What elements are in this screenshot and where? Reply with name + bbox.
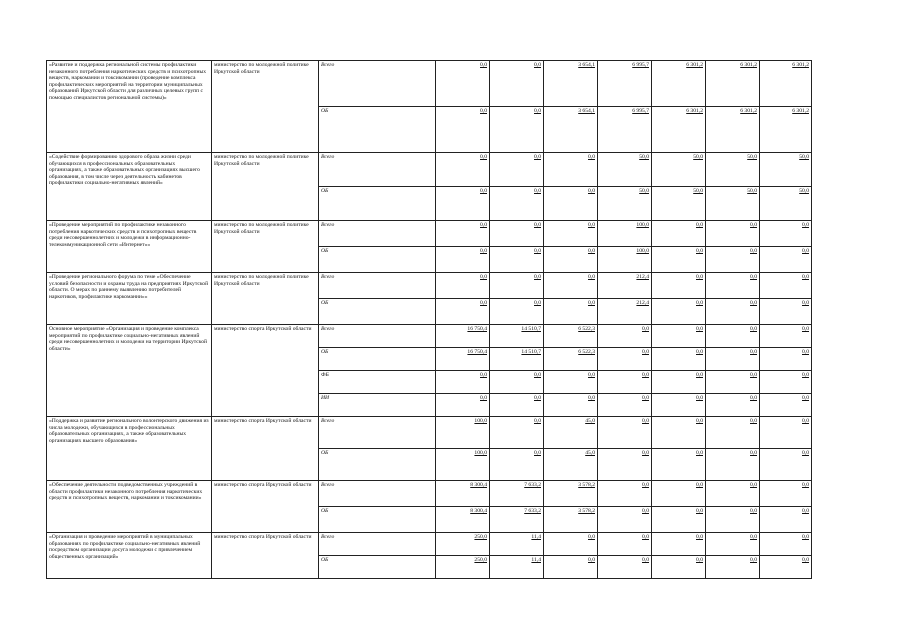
amount-cell: 100,0 [436, 417, 490, 449]
amount-cell: 0,0 [490, 61, 544, 107]
amount-cell: 0,0 [760, 273, 812, 299]
amount-cell: 0,0 [598, 533, 652, 556]
funding-source: Всего [319, 221, 436, 247]
amount-cell: 50,0 [652, 153, 706, 187]
amount-cell: 0,0 [760, 247, 812, 273]
amount-cell: 0,0 [706, 371, 760, 394]
amount-cell: 6 995,7 [598, 61, 652, 107]
amount-cell: 0,0 [706, 348, 760, 371]
funding-source: Всего [319, 533, 436, 556]
amount-cell: 0,0 [652, 273, 706, 299]
amount-cell: 0,0 [760, 533, 812, 556]
amount-cell: 0,0 [436, 394, 490, 417]
amount-cell: 0,0 [490, 299, 544, 325]
amount-cell: 0,0 [760, 417, 812, 449]
amount-cell: 6 522,3 [544, 348, 598, 371]
responsible-executor: министерство спорта Иркутской области [212, 417, 319, 481]
amount-cell: 0,0 [544, 556, 598, 579]
amount-cell: 6 301,2 [706, 61, 760, 107]
amount-cell: 0,0 [490, 417, 544, 449]
measure-description: «Обеспечение деятельности подведомственных учреждений в области профилактики незаконного потребления наркотических средств и психотропных веществ, наркомании и токсикомании» [47, 481, 212, 533]
amount-cell: 0,0 [760, 394, 812, 417]
funding-source: Всего [319, 325, 436, 348]
amount-cell: 6 301,2 [652, 61, 706, 107]
table-row [47, 481, 812, 507]
amount-cell: 14 510,7 [490, 348, 544, 371]
amount-cell: 50,0 [598, 153, 652, 187]
amount-cell: 100,0 [436, 449, 490, 481]
measure-description: «Поддержка и развитие регионального волонтерского движения из числа молодежи, обучающихся в профессиональных образовательных организациях, а также образовательных организациях высшего образования» [47, 417, 212, 481]
amount-cell: 0,0 [544, 221, 598, 247]
amount-cell: 0,0 [544, 394, 598, 417]
table-row [47, 221, 812, 247]
amount-cell: 0,0 [760, 221, 812, 247]
amount-cell: 6 301,2 [706, 107, 760, 153]
measure-description: «Проведение регионального форума по теме «Обеспечение условий безопасности и охраны труда на предприятиях Иркутской области. О мерах по раннему выявлению потребителей наркотиков, профилактике наркомании»» [47, 273, 212, 325]
amount-cell: 0,0 [436, 371, 490, 394]
amount-cell: 14 510,7 [490, 325, 544, 348]
amount-cell: 212,4 [598, 299, 652, 325]
amount-cell: 0,0 [760, 371, 812, 394]
amount-cell: 0,0 [598, 348, 652, 371]
amount-cell: 0,0 [436, 187, 490, 221]
responsible-executor: министерство по молодежной политике Иркутской области [212, 153, 319, 221]
funding-source: ОБ [319, 107, 436, 153]
amount-cell: 0,0 [598, 556, 652, 579]
responsible-executor: министерство по молодежной политике Иркутской области [212, 221, 319, 273]
funding-source: Всего [319, 273, 436, 299]
funding-source: Всего [319, 481, 436, 507]
amount-cell: 0,0 [598, 325, 652, 348]
amount-cell: 0,0 [490, 247, 544, 273]
amount-cell: 6 995,7 [598, 107, 652, 153]
amount-cell: 11,4 [490, 556, 544, 579]
amount-cell: 0,0 [598, 449, 652, 481]
amount-cell: 0,0 [544, 299, 598, 325]
amount-cell: 0,0 [706, 533, 760, 556]
amount-cell: 0,0 [760, 556, 812, 579]
amount-cell: 50,0 [760, 187, 812, 221]
amount-cell: 0,0 [436, 107, 490, 153]
amount-cell: 0,0 [598, 507, 652, 533]
amount-cell: 8 300,4 [436, 481, 490, 507]
amount-cell: 0,0 [490, 221, 544, 247]
measure-description: «Развитие и поддержка региональной системы профилактики незаконного потребления наркотических средств и психотропных веществ, наркомании и токсикомании (проведение комплекса профилактических мероприятий на территории муниципальных образований Иркутской области для различных целевых групп с помощью специалистов региональной системы)» [47, 61, 212, 153]
funding-source: Всего [319, 61, 436, 107]
amount-cell: 50,0 [706, 153, 760, 187]
table-row [47, 273, 812, 299]
amount-cell: 0,0 [706, 507, 760, 533]
responsible-executor: министерство спорта Иркутской области [212, 533, 319, 579]
amount-cell: 0,0 [760, 348, 812, 371]
amount-cell: 50,0 [760, 153, 812, 187]
amount-cell: 0,0 [490, 273, 544, 299]
amount-cell: 0,0 [598, 371, 652, 394]
funding-source: ОБ [319, 247, 436, 273]
amount-cell: 11,4 [490, 533, 544, 556]
amount-cell: 250,0 [436, 556, 490, 579]
table-row [47, 325, 812, 348]
amount-cell: 0,0 [490, 153, 544, 187]
amount-cell: 0,0 [544, 153, 598, 187]
measure-description: «Содействие формированию здорового образа жизни среди обучающихся в профессиональных образовательных организациях, а также образовательных организациях высшего образования, в том числе через деятельность кабинетов профилактики социально-негативных явлений» [47, 153, 212, 221]
amount-cell: 0,0 [544, 247, 598, 273]
funding-source: ОБ [319, 507, 436, 533]
amount-cell: 0,0 [652, 394, 706, 417]
amount-cell: 7 633,2 [490, 507, 544, 533]
amount-cell: 0,0 [436, 153, 490, 187]
amount-cell: 0,0 [598, 417, 652, 449]
funding-source: ОБ [319, 348, 436, 371]
amount-cell: 0,0 [706, 394, 760, 417]
amount-cell: 0,0 [652, 325, 706, 348]
amount-cell: 0,0 [598, 394, 652, 417]
amount-cell: 6 301,2 [652, 107, 706, 153]
amount-cell: 0,0 [706, 449, 760, 481]
amount-cell: 0,0 [490, 371, 544, 394]
amount-cell: 6 522,3 [544, 325, 598, 348]
amount-cell: 0,0 [652, 247, 706, 273]
amount-cell: 0,0 [436, 61, 490, 107]
amount-cell: 0,0 [706, 325, 760, 348]
funding-source: ОБ [319, 187, 436, 221]
amount-cell: 0,0 [706, 299, 760, 325]
amount-cell: 0,0 [652, 371, 706, 394]
amount-cell: 3 578,2 [544, 507, 598, 533]
amount-cell: 100,0 [598, 221, 652, 247]
amount-cell: 0,0 [490, 187, 544, 221]
amount-cell: 50,0 [598, 187, 652, 221]
amount-cell: 50,0 [652, 187, 706, 221]
amount-cell: 0,0 [760, 507, 812, 533]
amount-cell: 6 301,2 [760, 107, 812, 153]
document-page [46, 60, 811, 579]
amount-cell: 0,0 [760, 449, 812, 481]
amount-cell: 0,0 [490, 394, 544, 417]
budget-table [46, 60, 812, 579]
amount-cell: 0,0 [652, 348, 706, 371]
amount-cell: 0,0 [436, 247, 490, 273]
funding-source: ОБ [319, 556, 436, 579]
amount-cell: 0,0 [652, 533, 706, 556]
amount-cell: 212,4 [598, 273, 652, 299]
amount-cell: 0,0 [706, 247, 760, 273]
amount-cell: 3 654,1 [544, 61, 598, 107]
amount-cell: 100,0 [598, 247, 652, 273]
amount-cell: 0,0 [706, 221, 760, 247]
funding-source: ОБ [319, 299, 436, 325]
amount-cell: 7 633,2 [490, 481, 544, 507]
measure-description: «Организация и проведение мероприятий в муниципальных образованиях по профилактике социально-негативных явлений посредством организации досуга молодежи с привлечением общественных организаций» [47, 533, 212, 579]
amount-cell: 0,0 [598, 481, 652, 507]
amount-cell: 0,0 [706, 417, 760, 449]
amount-cell: 3 654,1 [544, 107, 598, 153]
responsible-executor: министерство по молодежной политике Иркутской области [212, 273, 319, 325]
funding-source: ФБ [319, 371, 436, 394]
responsible-executor: министерство по молодежной политике Иркутской области [212, 61, 319, 153]
funding-source: ОБ [319, 449, 436, 481]
amount-cell: 0,0 [760, 325, 812, 348]
amount-cell: 0,0 [544, 273, 598, 299]
amount-cell: 0,0 [706, 273, 760, 299]
funding-source: Всего [319, 417, 436, 449]
amount-cell: 0,0 [490, 107, 544, 153]
amount-cell: 0,0 [544, 533, 598, 556]
amount-cell: 8 300,4 [436, 507, 490, 533]
amount-cell: 16 750,4 [436, 325, 490, 348]
amount-cell: 50,0 [706, 187, 760, 221]
amount-cell: 0,0 [652, 449, 706, 481]
amount-cell: 0,0 [436, 221, 490, 247]
amount-cell: 16 750,4 [436, 348, 490, 371]
amount-cell: 250,0 [436, 533, 490, 556]
table-row [47, 61, 812, 107]
amount-cell: 0,0 [544, 371, 598, 394]
amount-cell: 0,0 [760, 299, 812, 325]
funding-source: ИИ [319, 394, 436, 417]
amount-cell: 0,0 [652, 417, 706, 449]
responsible-executor: министерство спорта Иркутской области [212, 325, 319, 417]
amount-cell: 0,0 [436, 299, 490, 325]
amount-cell: 0,0 [706, 481, 760, 507]
table-body [47, 61, 812, 579]
amount-cell: 0,0 [760, 481, 812, 507]
amount-cell: 0,0 [652, 481, 706, 507]
amount-cell: 6 301,2 [760, 61, 812, 107]
measure-description: Основное мероприятие «Организация и проведение комплекса мероприятий по профилактике социально-негативных явлений среди несовершеннолетних и молодежи на территории Иркутской области» [47, 325, 212, 417]
measure-description: «Проведение мероприятий по профилактике незаконного потребления наркотических средств и психотропных веществ среди несовершеннолетних и молодежи в информационно-телекоммуникационной сети «Интернет»» [47, 221, 212, 273]
amount-cell: 0,0 [544, 187, 598, 221]
amount-cell: 0,0 [652, 507, 706, 533]
amount-cell: 0,0 [490, 449, 544, 481]
amount-cell: 0,0 [706, 556, 760, 579]
responsible-executor: министерство спорта Иркутской области [212, 481, 319, 533]
amount-cell: 0,0 [652, 556, 706, 579]
amount-cell: 0,0 [652, 299, 706, 325]
amount-cell: 3 578,2 [544, 481, 598, 507]
amount-cell: 0,0 [436, 273, 490, 299]
funding-source: Всего [319, 153, 436, 187]
table-row [47, 153, 812, 187]
amount-cell: 45,0 [544, 449, 598, 481]
table-row [47, 417, 812, 449]
amount-cell: 45,0 [544, 417, 598, 449]
amount-cell: 0,0 [652, 221, 706, 247]
table-row [47, 533, 812, 556]
